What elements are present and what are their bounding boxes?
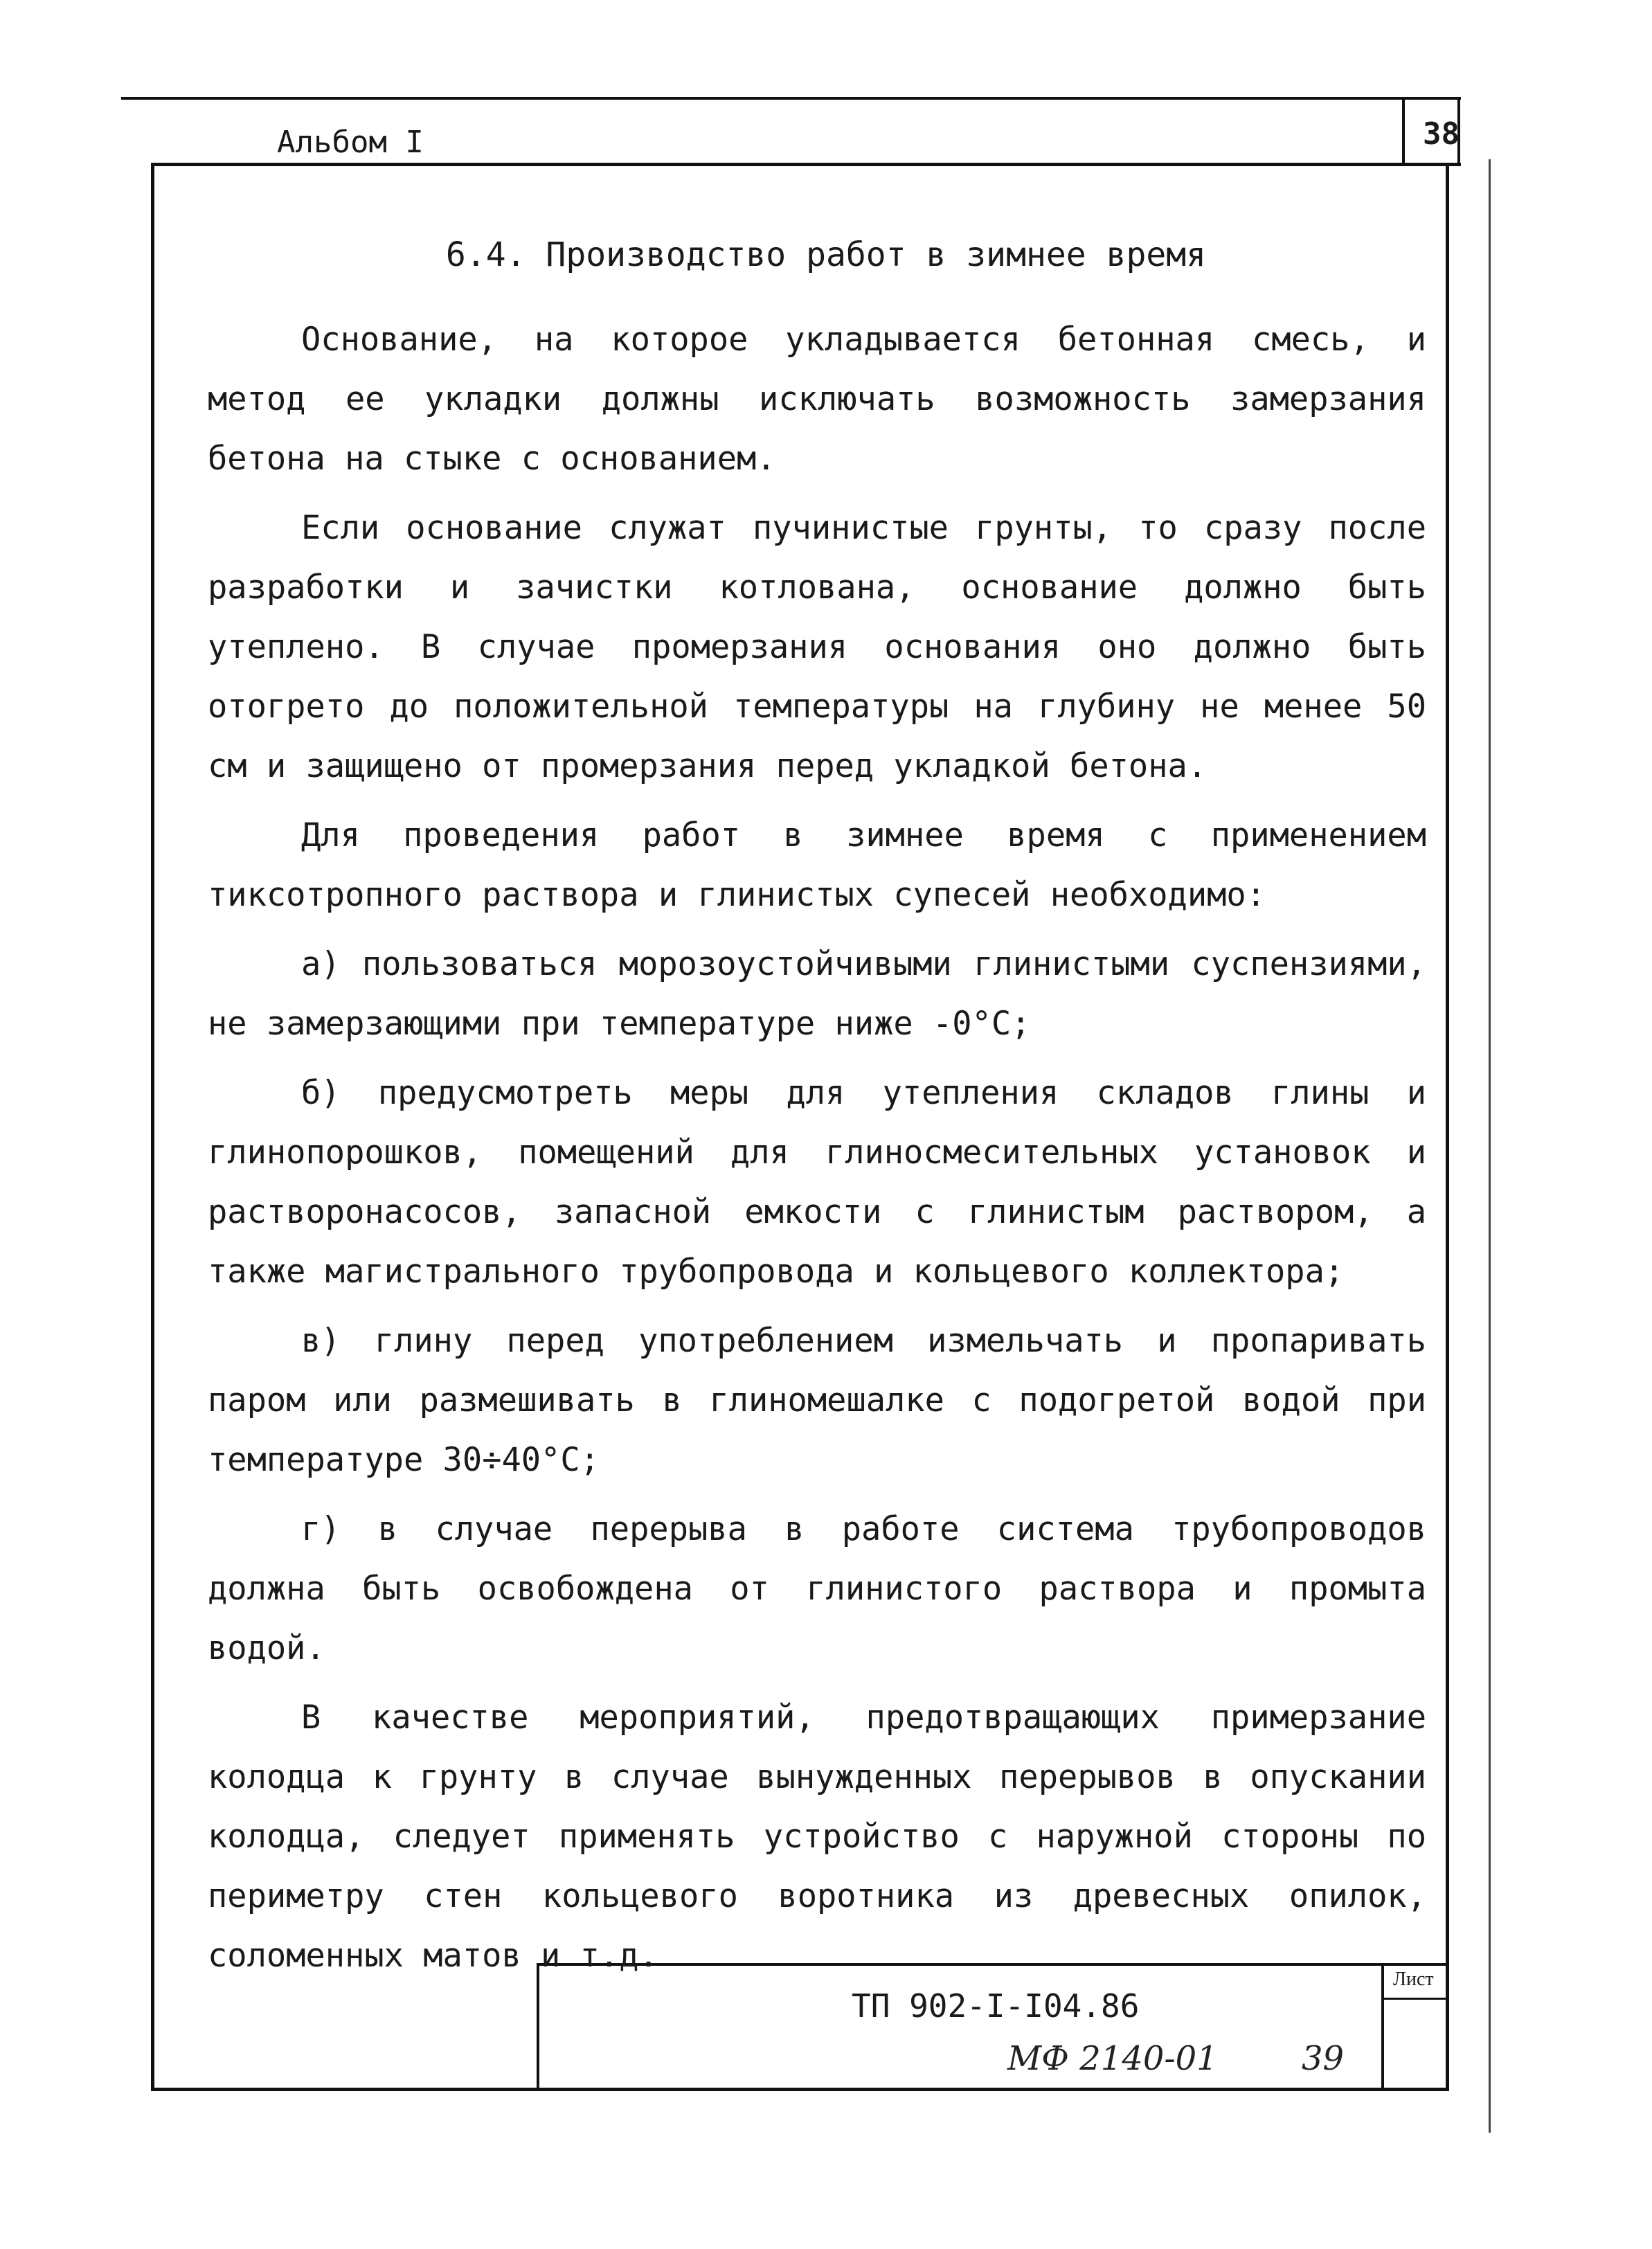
list-item-v: в) глину перед употреблением измельчать и пропаривать паром или размешивать в глиномешалке с подогретой водой при температуре 30÷40°С; [208,1322,1426,1479]
frame-right [1446,163,1449,2091]
handwritten-code: МФ 2140-01 [1007,2039,1218,2078]
handwritten-page-number: 39 [1302,2039,1345,2078]
page-number: 38 [1423,116,1460,152]
album-label: Альбом I [277,125,424,160]
title-block-sheet-divider [1381,1998,1449,2000]
paragraph-base: Основание, на которое укладывается бетонная смесь, и метод ее укладки должны исключать возможность замерзания бетона на стыке с основанием. [208,321,1426,478]
frame-left [151,163,154,2091]
header-rule [152,163,1461,166]
list-item-a: а) пользоваться морозоустойчивыми глинистыми суспензиями, не замерзающими при температуре ниже -0°С; [208,945,1426,1043]
paragraph-frost-soils: Если основание служат пучинистые грунты, то сразу после разработки и зачистки котлована, основание должно быть утеплено. В случае промерзания основания оно должно быть отогрето до положительной температуры на глубину не менее 50 см и защищено от промерзания перед укладкой бетона. [208,509,1426,785]
document-number: ТП 902-I-I04.86 [852,1987,1140,2025]
section-title: 6.4. Производство работ в зимнее время [445,235,1207,274]
outer-margin-line [1489,159,1491,2133]
list-item-g: г) в случае перерыва в работе система трубопроводов должна быть освобождена от глинистого раствора и промыта водой. [208,1510,1426,1667]
paragraph-thixotropic-intro: Для проведения работ в зимнее время с применением тиксотропного раствора и глинистых супесей необходимо: [208,816,1426,914]
paragraph-collar: В качестве мероприятий, предотвращающих примерзание колодца к грунту в случае вынужденных перерывов в опускании колодца, следует применять устройство с наружной стороны по периметру стен кольцевого воротника из древесных опилок, соломенных матов и т.д. [208,1699,1426,1975]
body-text [208,310,1426,1986]
page-box-left [1402,97,1405,163]
list-item-b: б) предусмотреть меры для утепления складов глины и глинопорошков, помещений для глиносмесительных установок и растворонасосов, запасной емкости с глинистым раствором, а также магистрального трубопровода и кольцевого коллектора; [208,1074,1426,1291]
sheet-label: Лист [1393,1969,1434,1990]
frame-bottom [151,2088,1449,2091]
top-outer-rule [121,97,1461,100]
